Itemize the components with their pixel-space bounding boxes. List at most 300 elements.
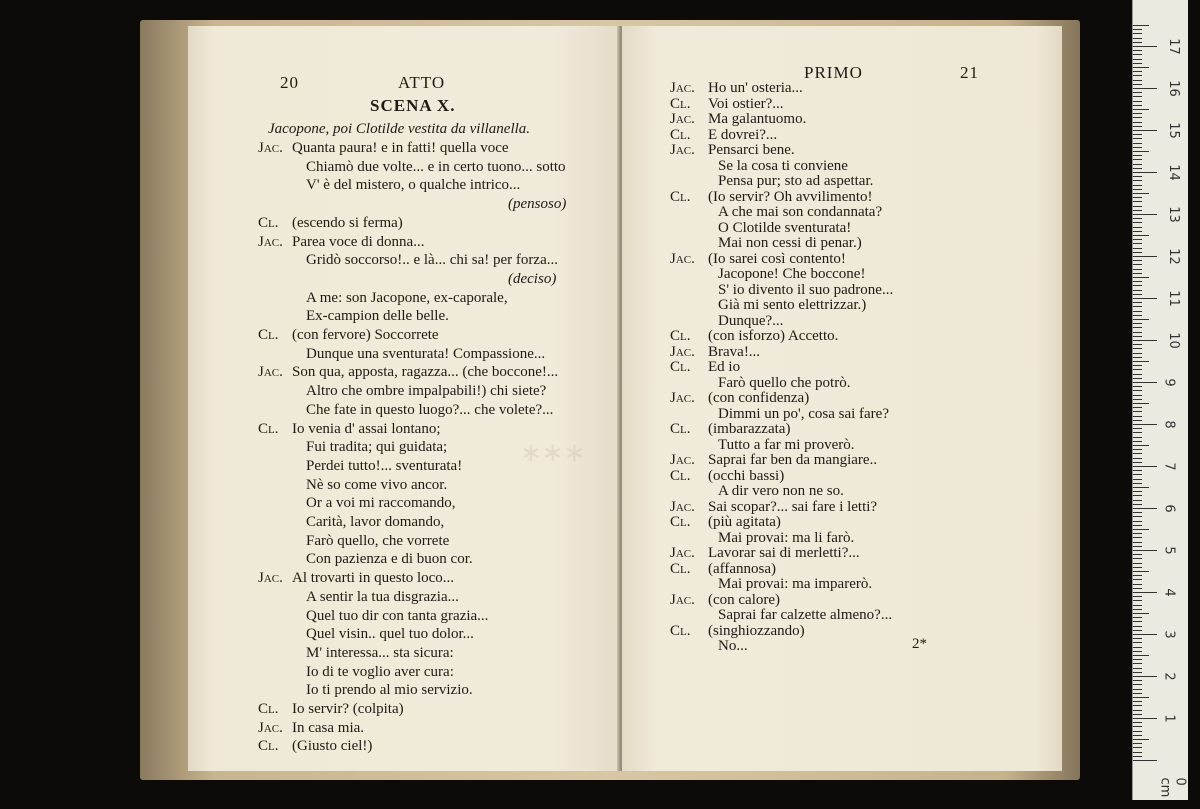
ruler-tick — [1133, 500, 1142, 501]
verse-line: Carità, lavor domando, — [306, 514, 445, 530]
ruler-tick — [1133, 714, 1142, 715]
ruler-tick — [1133, 344, 1142, 345]
ruler-tick — [1133, 760, 1157, 761]
verse-line: Ho un' osteria... — [708, 80, 803, 96]
ruler-tick — [1133, 731, 1142, 732]
ruler-tick — [1133, 710, 1142, 711]
ruler-tick — [1133, 374, 1142, 375]
ruler-tick — [1133, 277, 1149, 278]
verse-line: Altro che ombre impalpabili!) chi siete? — [306, 383, 547, 400]
ruler-tick — [1133, 584, 1142, 585]
ruler-tick — [1133, 453, 1142, 454]
ruler-tick — [1133, 281, 1142, 282]
verse-line: Mai non cessi di penar.) — [718, 235, 862, 251]
verse-line: Con pazienza e di buon cor. — [306, 551, 473, 568]
verse-line: Ex-campion delle belle. — [306, 308, 449, 325]
ruler-label: 7 — [1161, 462, 1177, 471]
ruler-tick — [1133, 306, 1142, 307]
ruler-tick — [1133, 525, 1142, 526]
verse-line: A che mai son condannata? — [718, 204, 883, 220]
ruler-tick — [1133, 479, 1142, 480]
ruler-label: 9 — [1161, 378, 1177, 387]
verse-line: Se la cosa ti conviene — [718, 157, 848, 174]
verse-line: Che fate in questo luogo?... che volete?... — [306, 401, 554, 418]
verse-line: A me: son Jacopone, ex-caporale, — [306, 289, 508, 306]
ruler-tick — [1133, 227, 1142, 228]
verse-line: (Io servir? Oh avvilimento! — [708, 188, 873, 205]
ruler-tick — [1133, 302, 1142, 303]
ruler-tick — [1133, 155, 1142, 156]
ruler-tick — [1133, 617, 1142, 618]
verse-line: Ma galantuomo. — [708, 111, 807, 127]
verse-line: No... — [718, 638, 748, 654]
verse-line: (con calore) — [708, 591, 781, 608]
ruler-tick — [1133, 273, 1142, 274]
verse-line: Fui tradita; qui guidata; — [306, 439, 448, 456]
speaker-label: Jac. — [258, 140, 283, 156]
ruler-tick — [1133, 214, 1157, 215]
ruler-tick — [1133, 336, 1142, 337]
verse-line: (pensoso) — [508, 196, 567, 213]
ruler-tick — [1133, 512, 1142, 513]
verse-line: Mai provai: ma li farò. — [718, 529, 855, 546]
ruler-tick — [1133, 159, 1142, 160]
ruler-tick — [1133, 491, 1142, 492]
verse-line: Ed io — [708, 359, 741, 375]
ruler-tick — [1133, 197, 1142, 198]
verse-line: Pensarci bene. — [708, 142, 795, 158]
right-page — [622, 26, 1062, 771]
ruler-tick — [1133, 521, 1142, 522]
ruler-tick — [1133, 647, 1142, 648]
speaker-label: Cl. — [258, 420, 279, 437]
ruler-tick — [1133, 59, 1142, 60]
ruler-tick — [1133, 756, 1142, 757]
verse-line: V' è del mistero, o qualche intrico... — [306, 177, 521, 194]
ruler-unit-label: 0 cm — [1157, 777, 1188, 798]
verse-line: A sentir la tua disgrazia... — [306, 588, 459, 605]
ruler-tick — [1133, 747, 1142, 748]
ruler-tick — [1133, 248, 1142, 249]
verse-line: Lavorar sai di merletti?... — [708, 545, 860, 561]
ruler-tick — [1133, 33, 1142, 34]
ruler-tick — [1133, 630, 1142, 631]
ruler-tick — [1133, 487, 1149, 488]
ruler-tick — [1133, 105, 1142, 106]
ruler-tick — [1133, 474, 1142, 475]
verse-line: (affannosa) — [708, 560, 777, 577]
ruler-tick — [1133, 369, 1142, 370]
right-page-number: 21 — [960, 63, 979, 82]
ruler-tick — [1133, 390, 1142, 391]
ruler-tick — [1133, 739, 1149, 740]
ruler-tick — [1133, 437, 1142, 438]
ruler-tick — [1133, 676, 1157, 677]
ruler-tick — [1133, 332, 1142, 333]
verse-line: (deciso) — [508, 270, 557, 287]
ruler-tick — [1133, 130, 1157, 131]
ruler-tick — [1133, 84, 1142, 85]
verse-line: Voi ostier?... — [708, 95, 784, 112]
ruler-tick — [1133, 621, 1142, 622]
verse-line: In casa mia. — [292, 719, 365, 736]
ruler-tick — [1133, 659, 1142, 660]
verse-line: (imbarazzata) — [708, 421, 791, 437]
verse-line: Farò quello che potrò. — [718, 374, 851, 391]
verse-line: (singhiozzando) — [708, 622, 805, 639]
ruler-tick — [1133, 613, 1149, 614]
ruler-tick — [1133, 458, 1142, 459]
ruler-label: 2 — [1161, 672, 1177, 681]
scene-title: SCENA X. — [370, 96, 456, 115]
ruler-tick — [1133, 626, 1142, 627]
speaker-label: Jac. — [670, 111, 695, 127]
ruler-tick — [1133, 323, 1142, 324]
ruler-label: 11 — [1165, 290, 1181, 307]
ruler-tick — [1133, 722, 1142, 723]
verse-line: Già mi sento elettrizzar.) — [718, 297, 867, 313]
ruler-tick — [1133, 50, 1142, 51]
speaker-label: Cl. — [258, 214, 279, 231]
ruler-tick — [1133, 63, 1142, 64]
ruler-tick — [1133, 75, 1142, 76]
ruler-tick — [1133, 395, 1142, 396]
ruler-label: 6 — [1161, 504, 1177, 513]
ruler-tick — [1133, 264, 1142, 265]
ruler-tick — [1133, 449, 1142, 450]
verse-line: Quel visin.. quel tuo dolor... — [306, 626, 474, 643]
ruler-label: 4 — [1161, 588, 1177, 597]
ruler-label: 13 — [1165, 206, 1181, 223]
ruler-tick — [1133, 655, 1149, 656]
ruler-tick — [1133, 206, 1142, 207]
ruler-label: 1 — [1161, 714, 1177, 723]
ruler-tick — [1133, 38, 1142, 39]
verse-line: Brava!... — [708, 343, 761, 360]
ruler-tick — [1133, 357, 1142, 358]
ruler-tick — [1133, 609, 1142, 610]
ruler-tick — [1133, 642, 1142, 643]
ruler-tick — [1133, 126, 1142, 127]
verse-line: M' interessa... sta sicura: — [306, 644, 454, 661]
ruler-tick — [1133, 663, 1142, 664]
ruler-tick — [1133, 252, 1142, 253]
ruler-tick — [1133, 365, 1142, 366]
speaker-label: Jac. — [258, 719, 283, 736]
ruler-tick — [1133, 462, 1142, 463]
ruler-tick — [1133, 290, 1142, 291]
ruler-tick — [1133, 46, 1157, 47]
ruler-tick — [1133, 752, 1142, 753]
speaker-label: Cl. — [670, 95, 691, 112]
ruler-tick — [1133, 689, 1142, 690]
ruler-label: 14 — [1165, 164, 1181, 181]
verse-line: (escendo si ferma) — [292, 214, 403, 231]
speaker-label: Cl. — [258, 701, 279, 717]
ruler-tick — [1133, 180, 1142, 181]
verse-line: Tutto a far mi proverò. — [718, 436, 855, 453]
ruler-tick — [1133, 122, 1142, 123]
ruler-tick — [1133, 743, 1142, 744]
verse-line: Farò quello, che vorrete — [306, 532, 450, 549]
ruler-label: 8 — [1161, 420, 1177, 429]
ruler-tick — [1133, 693, 1142, 694]
ruler-tick — [1133, 533, 1142, 534]
right-running-head: PRIMO — [804, 63, 863, 82]
watermark: ∗∗∗ — [520, 438, 586, 468]
ruler-tick — [1133, 483, 1142, 484]
speaker-label: Jac. — [258, 570, 283, 587]
ruler-tick — [1133, 117, 1142, 118]
ruler-tick — [1133, 680, 1142, 681]
verse-line: (con confidenza) — [708, 390, 810, 406]
speaker-label: Cl. — [670, 622, 691, 639]
ruler-tick — [1133, 134, 1142, 135]
verse-line: Perdei tutto!... sventurata! — [306, 457, 463, 474]
verse-line: O Clotilde sventurata! — [718, 219, 852, 236]
speaker-label: Jac. — [258, 364, 283, 381]
ruler-tick — [1133, 726, 1142, 727]
ruler-tick — [1133, 697, 1149, 698]
ruler-tick — [1133, 529, 1149, 530]
ruler-tick — [1133, 470, 1142, 471]
ruler-tick — [1133, 243, 1142, 244]
verse-line: Io servir? (colpita) — [292, 701, 404, 717]
speaker-label: Cl. — [670, 421, 691, 437]
verse-line: Quel tuo dir con tanta grazia... — [306, 607, 489, 624]
ruler-tick — [1133, 101, 1142, 102]
ruler-tick — [1133, 54, 1142, 55]
speaker-label: Cl. — [670, 188, 691, 205]
signature-mark: 2* — [912, 636, 927, 652]
verse-line: Al trovarti in questo loco... — [292, 570, 455, 587]
ruler-tick — [1133, 428, 1142, 429]
speaker-label: Jac. — [670, 390, 695, 406]
ruler-label: 12 — [1165, 248, 1181, 265]
ruler-tick — [1133, 441, 1142, 442]
ruler-tick — [1133, 168, 1142, 169]
ruler-tick — [1133, 42, 1142, 43]
speaker-label: Jac. — [670, 498, 695, 515]
ruler-tick — [1133, 592, 1157, 593]
ruler-tick — [1133, 432, 1142, 433]
ruler-tick — [1133, 416, 1142, 417]
ruler-tick — [1133, 189, 1142, 190]
ruler-tick — [1133, 672, 1142, 673]
ruler-tick — [1133, 684, 1142, 685]
speaker-label: Cl. — [670, 560, 691, 577]
speaker-label: Jac. — [670, 250, 695, 267]
verse-line: Son qua, apposta, ragazza... (che boccone!... — [292, 364, 559, 381]
verse-line: (con fervore) Soccorrete — [292, 327, 439, 343]
ruler-label: 17 — [1165, 38, 1181, 55]
ruler-tick — [1133, 294, 1142, 295]
ruler-tick — [1133, 411, 1142, 412]
verse-line: Mai provai: ma imparerò. — [718, 576, 873, 592]
ruler-tick — [1133, 466, 1157, 467]
speaker-label: Jac. — [670, 142, 695, 158]
ruler-label: 16 — [1165, 80, 1181, 97]
verse-line: Io di te voglio aver cura: — [306, 663, 454, 680]
speaker-label: Cl. — [670, 328, 691, 344]
left-page-number: 20 — [280, 73, 299, 92]
verse-line: A dir vero non ne so. — [718, 483, 844, 499]
verse-line: Dimmi un po', cosa sai fare? — [718, 405, 889, 422]
ruler-tick — [1133, 508, 1157, 509]
speaker-label: Cl. — [670, 514, 691, 530]
verse-line: Saprai far calzette almeno?... — [718, 607, 893, 623]
ruler-tick — [1133, 424, 1157, 425]
ruler-tick — [1133, 285, 1142, 286]
verse-line: E dovrei?... — [708, 126, 778, 143]
ruler-tick — [1133, 705, 1142, 706]
ruler-tick — [1133, 340, 1157, 341]
verse-line: Nè so come vivo ancor. — [306, 476, 448, 493]
speaker-label: Cl. — [670, 467, 691, 484]
ruler-tick — [1133, 315, 1142, 316]
ruler-tick — [1133, 151, 1149, 152]
ruler-tick — [1133, 298, 1157, 299]
verse-line: S' io divento il suo padrone... — [718, 281, 894, 298]
ruler-tick — [1133, 138, 1142, 139]
ruler-tick — [1133, 605, 1142, 606]
ruler-tick — [1133, 571, 1149, 572]
ruler-label: 5 — [1161, 546, 1177, 555]
ruler-tick — [1133, 67, 1149, 68]
ruler-tick — [1133, 327, 1142, 328]
ruler-tick — [1133, 260, 1142, 261]
ruler-tick — [1133, 185, 1142, 186]
speaker-label: Jac. — [670, 343, 695, 360]
ruler-tick — [1133, 193, 1149, 194]
ruler-tick — [1133, 600, 1142, 601]
ruler-tick — [1133, 348, 1142, 349]
ruler-tick — [1133, 269, 1142, 270]
ruler-tick — [1133, 546, 1142, 547]
ruler-tick — [1133, 596, 1142, 597]
speaker-label: Cl. — [258, 738, 279, 755]
ruler-tick — [1133, 542, 1142, 543]
ruler-tick — [1133, 29, 1142, 30]
speaker-label: Jac. — [258, 233, 283, 250]
ruler-tick — [1133, 25, 1149, 26]
ruler-tick — [1133, 575, 1142, 576]
ruler-tick — [1133, 71, 1142, 72]
ruler-tick — [1133, 579, 1142, 580]
ruler-tick — [1133, 735, 1142, 736]
ruler-tick — [1133, 634, 1157, 635]
verse-line: (occhi bassi) — [708, 467, 785, 484]
ruler-tick — [1133, 201, 1142, 202]
ruler-tick — [1133, 353, 1142, 354]
ruler-tick — [1133, 420, 1142, 421]
ruler-tick — [1133, 235, 1149, 236]
verse-line: (Giusto ciel!) — [292, 738, 373, 755]
ruler-label: 3 — [1161, 630, 1177, 639]
speaker-label: Jac. — [670, 545, 695, 561]
speaker-label: Jac. — [670, 452, 695, 468]
ruler-tick — [1133, 504, 1142, 505]
speaker-label: Jac. — [670, 591, 695, 608]
ruler-tick — [1133, 558, 1142, 559]
speaker-label: Jac. — [670, 80, 695, 96]
left-page — [188, 26, 620, 771]
ruler-tick — [1133, 495, 1142, 496]
verse-line: Sai scopar?... sai fare i letti? — [708, 498, 878, 515]
ruler-label: 15 — [1165, 122, 1181, 139]
ruler-tick — [1133, 80, 1142, 81]
ruler-tick — [1133, 550, 1157, 551]
ruler-tick — [1133, 638, 1142, 639]
verse-line: (più agitata) — [708, 514, 781, 530]
verse-line: Or a voi mi raccomando, — [306, 495, 456, 512]
ruler-tick — [1133, 567, 1142, 568]
ruler-tick — [1133, 378, 1142, 379]
ruler-tick — [1133, 222, 1142, 223]
verse-line: Gridò soccorso!.. e là... chi sa! per forza... — [306, 252, 558, 269]
speaker-label: Cl. — [670, 126, 691, 143]
ruler-label: 10 — [1165, 332, 1181, 349]
ruler-tick — [1133, 256, 1157, 257]
ruler-tick — [1133, 399, 1142, 400]
verse-line: Pensa pur; sto ad aspettar. — [718, 173, 874, 189]
verse-line: (con isforzo) Accetto. — [708, 328, 839, 344]
verse-line: Quanta paura! e in fatti! quella voce — [292, 140, 509, 156]
ruler-tick — [1133, 88, 1157, 89]
ruler-tick — [1133, 96, 1142, 97]
speaker-label: Cl. — [670, 359, 691, 375]
ruler-tick — [1133, 718, 1157, 719]
measuring-ruler — [1132, 0, 1188, 800]
ruler-tick — [1133, 164, 1142, 165]
ruler-tick — [1133, 109, 1149, 110]
ruler-tick — [1133, 516, 1142, 517]
verse-line: Jacopone! Che boccone! — [718, 266, 866, 282]
verse-line: Chiamò due volte... e in certo tuono... sotto — [306, 158, 566, 175]
ruler-tick — [1133, 382, 1157, 383]
speaker-label: Cl. — [258, 327, 279, 343]
ruler-tick — [1133, 407, 1142, 408]
verse-line: Dunque una sventurata! Compassione... — [306, 345, 546, 362]
stage-direction: Jacopone, poi Clotilde vestita da villanella. — [268, 121, 531, 137]
ruler-tick — [1133, 239, 1142, 240]
verse-line: Io venia d' assai lontano; — [292, 420, 441, 437]
ruler-tick — [1133, 210, 1142, 211]
ruler-tick — [1133, 361, 1149, 362]
ruler-tick — [1133, 176, 1142, 177]
ruler-tick — [1133, 668, 1142, 669]
ruler-tick — [1133, 554, 1142, 555]
verse-line: Saprai far ben da mangiare.. — [708, 452, 878, 468]
ruler-tick — [1133, 218, 1142, 219]
ruler-tick — [1133, 403, 1149, 404]
verse-line: (Io sarei così contento! — [708, 250, 846, 267]
left-running-head: ATTO — [398, 73, 446, 92]
ruler-tick — [1133, 386, 1142, 387]
ruler-tick — [1133, 319, 1149, 320]
ruler-tick — [1133, 147, 1142, 148]
ruler-tick — [1133, 701, 1142, 702]
ruler-tick — [1133, 311, 1142, 312]
ruler-tick — [1133, 143, 1142, 144]
verse-line: Parea voce di donna... — [292, 233, 425, 250]
ruler-tick — [1133, 537, 1142, 538]
ruler-tick — [1133, 231, 1142, 232]
ruler-tick — [1133, 445, 1149, 446]
ruler-tick — [1133, 172, 1157, 173]
ruler-tick — [1133, 113, 1142, 114]
verse-line: Dunque?... — [718, 312, 784, 329]
